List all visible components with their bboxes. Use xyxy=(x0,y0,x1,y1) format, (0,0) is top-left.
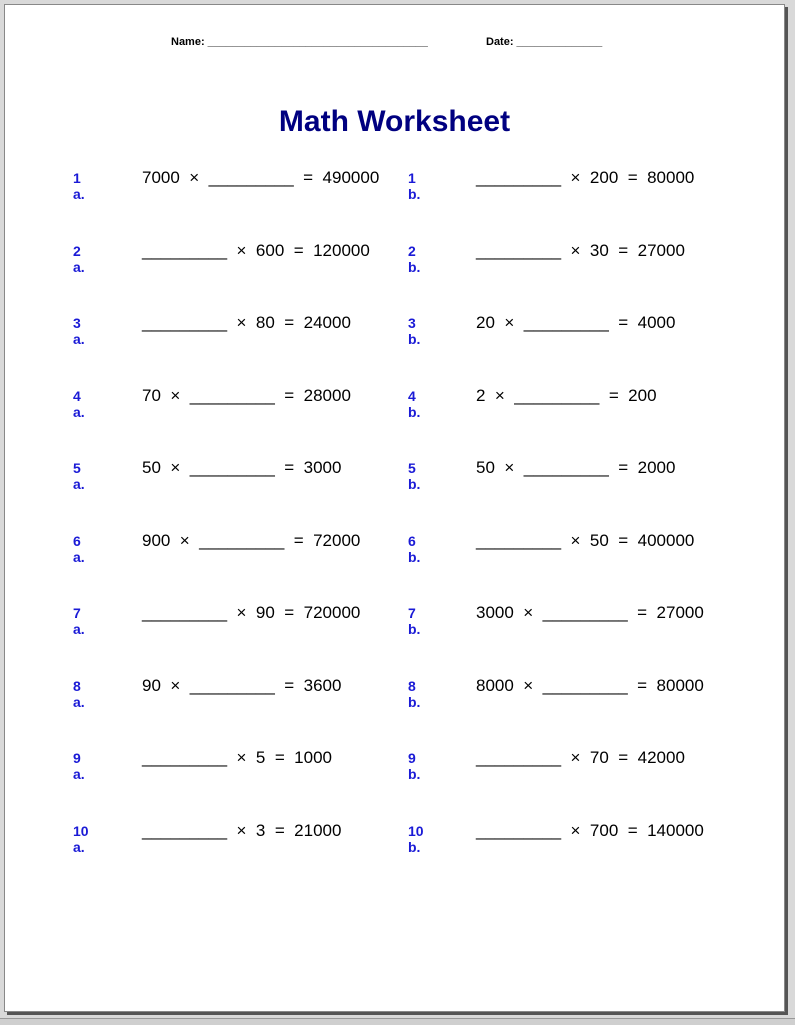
question-number: 9 a. xyxy=(73,750,85,782)
equation-text: 50 × _________ = 2000 xyxy=(476,458,676,477)
question-number: 10 b. xyxy=(408,822,424,855)
question-number: 5 a. xyxy=(73,460,85,492)
question-number: 1 a. xyxy=(73,170,85,202)
equation-text: _________ × 200 = 80000 xyxy=(476,168,695,187)
equation-text: 20 × _________ = 4000 xyxy=(476,313,676,332)
page-title: Math Worksheet xyxy=(278,105,511,138)
question-number: 2 b. xyxy=(408,242,421,275)
question-number: 5 b. xyxy=(408,460,421,492)
question-number: 7 a. xyxy=(73,605,85,637)
equation-text: _________ × 70 = 42000 xyxy=(476,748,685,767)
question-number: 3 b. xyxy=(408,315,421,347)
question-number: 8 a. xyxy=(73,677,85,710)
date-field-label: Date: ______________ xyxy=(486,36,603,48)
equation-text: _________ × 600 = 120000 xyxy=(142,240,370,260)
question-number: 4 a. xyxy=(73,387,85,420)
equation-text: _________ × 700 = 140000 xyxy=(476,820,704,840)
name-field-label: Name: ____________________________________ xyxy=(171,36,428,48)
equation-text: _________ × 30 = 27000 xyxy=(476,240,685,260)
equation-text: 7000 × _________ = 490000 xyxy=(142,168,380,187)
question-number: 10 a. xyxy=(73,822,89,855)
equation-text: 900 × _________ = 72000 xyxy=(142,530,361,550)
question-number: 2 a. xyxy=(73,242,85,275)
question-number: 4 b. xyxy=(408,387,421,420)
worksheet-page xyxy=(4,4,785,1012)
equation-text: 2 × _________ = 200 xyxy=(476,385,657,405)
equation-text: _________ × 80 = 24000 xyxy=(142,313,351,332)
equation-text: 8000 × _________ = 80000 xyxy=(476,675,704,695)
question-number: 3 a. xyxy=(73,315,85,347)
question-number: 9 b. xyxy=(408,750,421,782)
question-number: 7 b. xyxy=(408,605,421,637)
equation-text: _________ × 90 = 720000 xyxy=(142,603,361,622)
question-number: 6 a. xyxy=(73,532,85,565)
equation-text: 50 × _________ = 3000 xyxy=(142,458,342,477)
equation-text: _________ × 50 = 400000 xyxy=(476,530,695,550)
equation-text: _________ × 5 = 1000 xyxy=(142,748,333,767)
question-number: 8 b. xyxy=(408,677,421,710)
question-number: 6 b. xyxy=(408,532,421,565)
equation-text: 3000 × _________ = 27000 xyxy=(476,603,704,622)
equation-text: 70 × _________ = 28000 xyxy=(142,385,351,405)
equation-text: _________ × 3 = 21000 xyxy=(142,820,342,840)
equation-text: 90 × _________ = 3600 xyxy=(142,675,342,695)
question-number: 1 b. xyxy=(408,170,421,202)
